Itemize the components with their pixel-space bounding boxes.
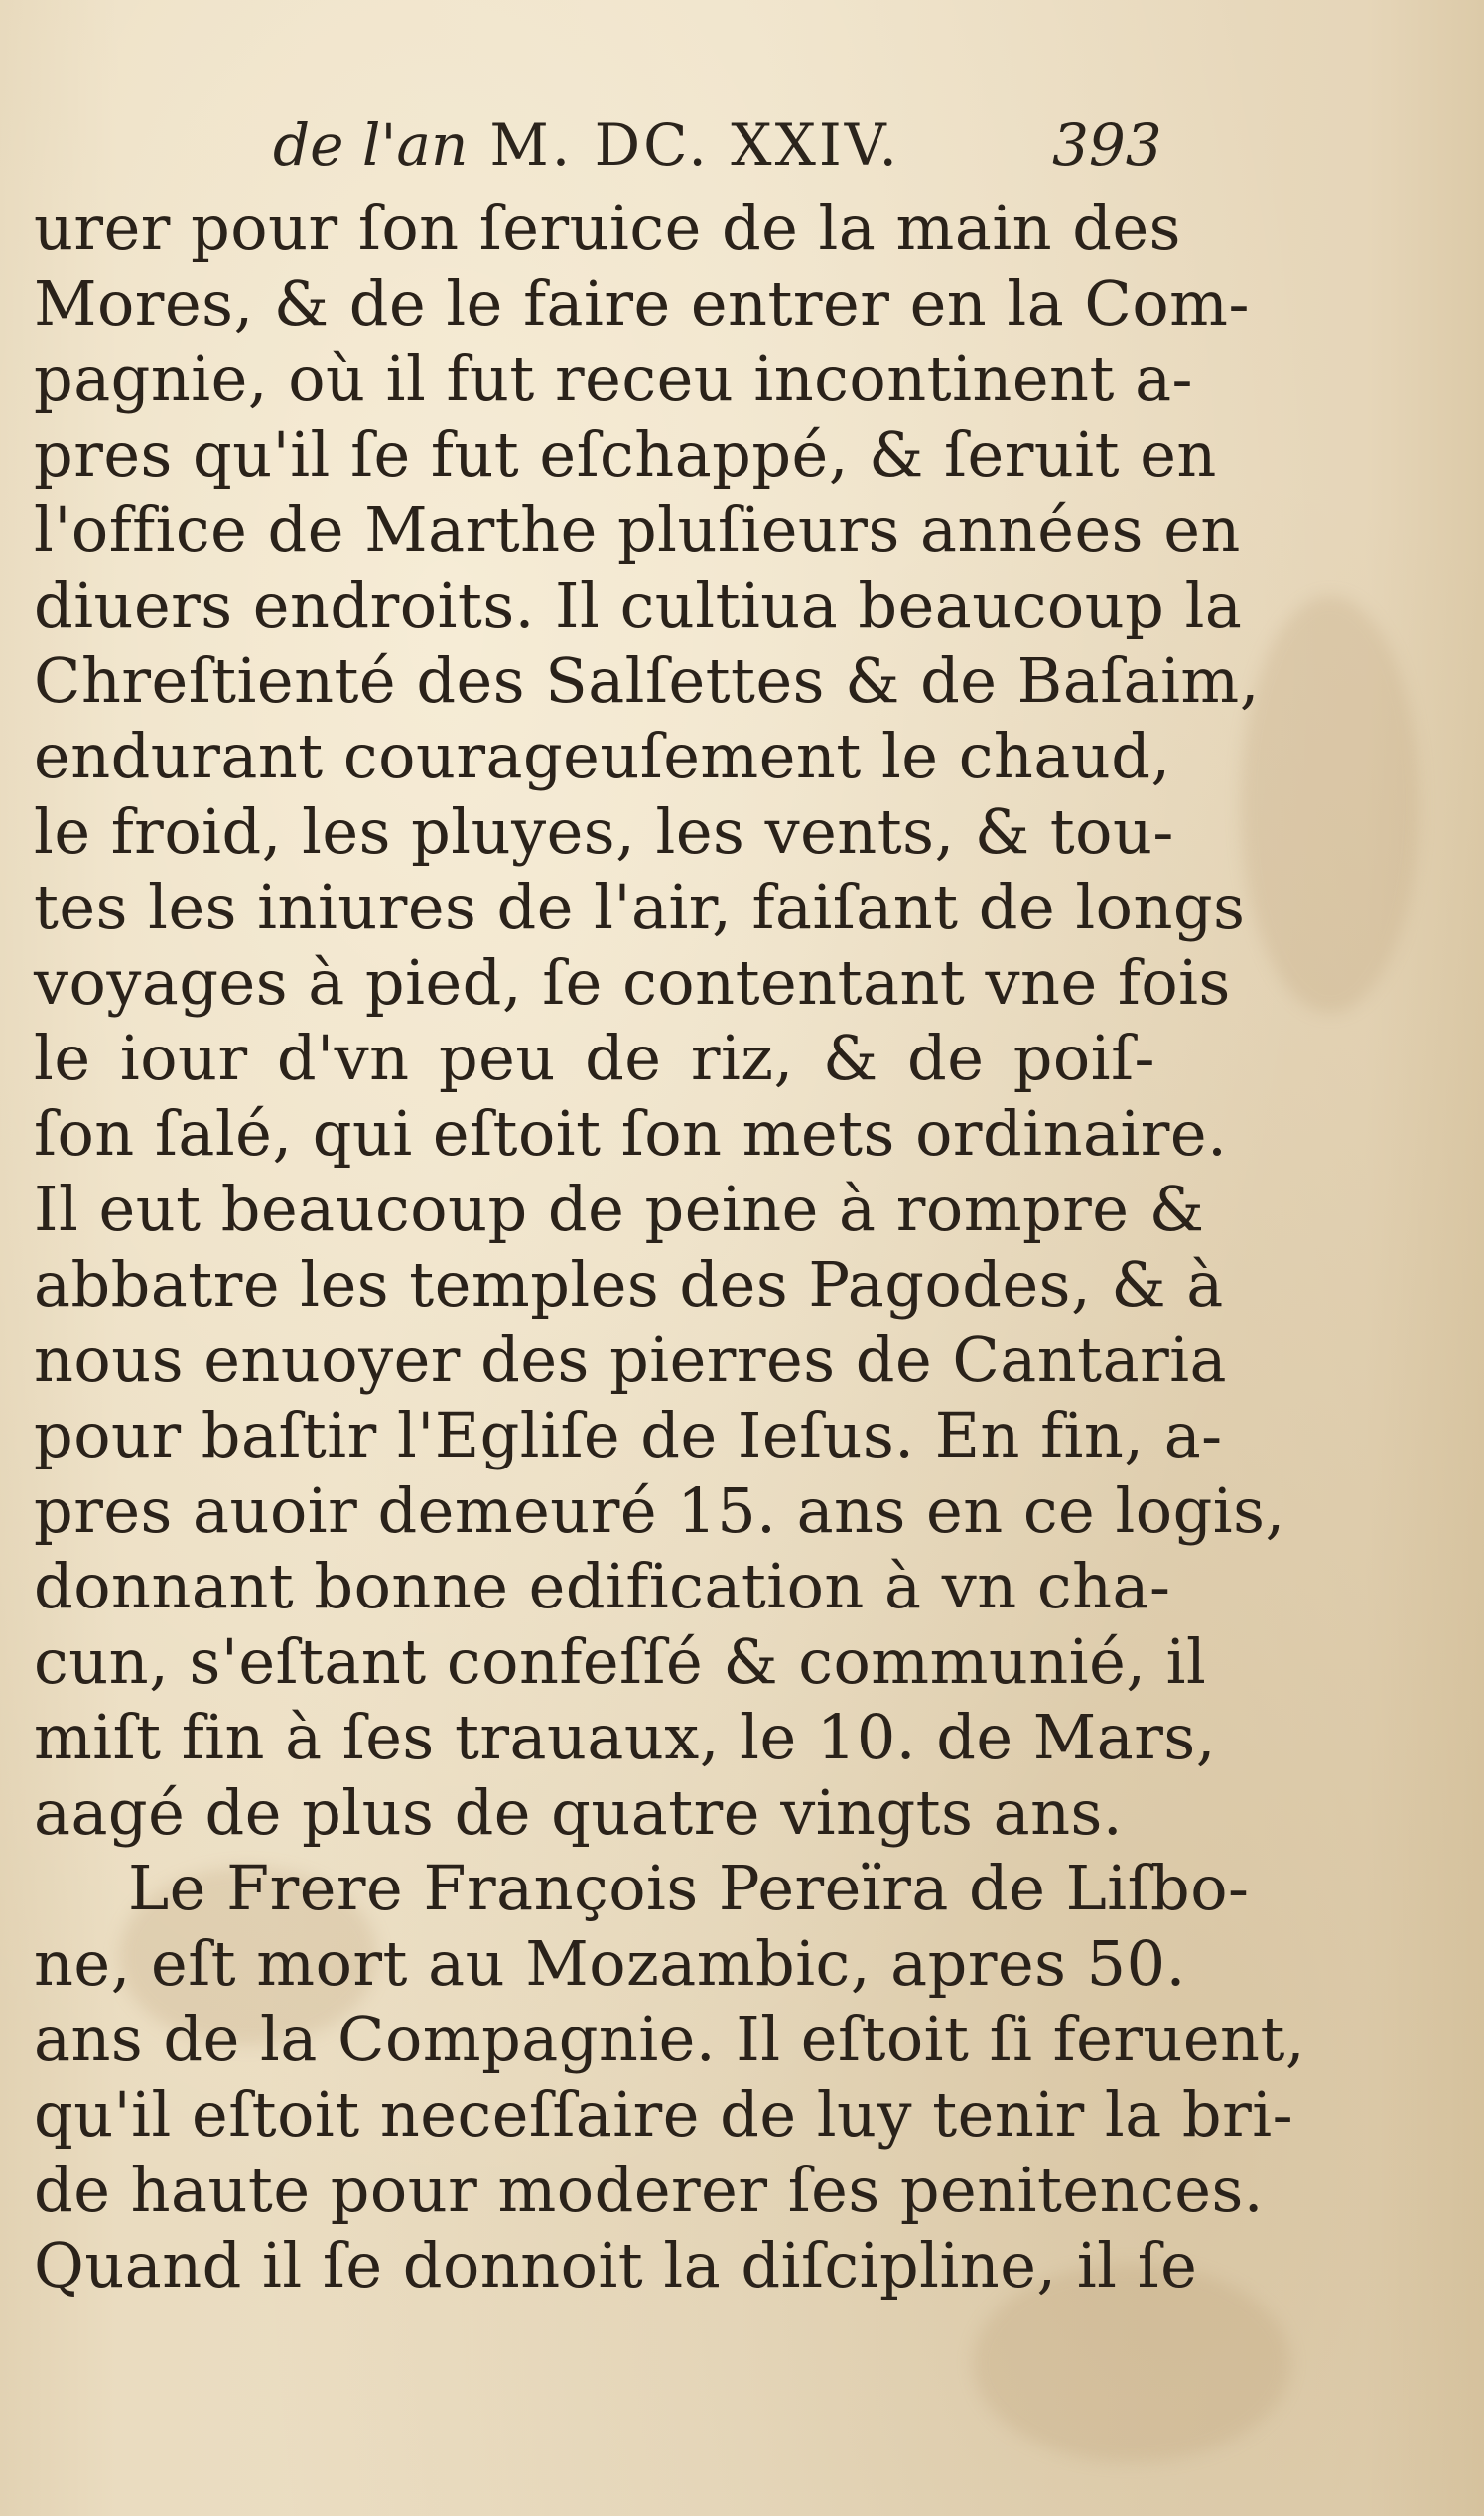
page-number: 393 xyxy=(1052,111,1162,179)
running-title xyxy=(273,111,900,179)
text-line: le froid, les pluyes, les vents, & tou- xyxy=(34,795,1174,868)
running-title-year: M. DC. XXIV. xyxy=(489,111,900,179)
text-line: pres qu'il ſe fut eſchappé, & ſeruit en xyxy=(34,418,1217,490)
text-line: de haute pour moderer ſes penitences. xyxy=(34,2154,1264,2226)
text-line: pour baſtir l'Egliſe de Ieſus. En fin, a- xyxy=(34,1399,1223,1471)
text-line: Mores, & de le faire entrer en la Com- xyxy=(34,267,1250,340)
paper-stain xyxy=(1241,596,1419,1013)
text-line: pres auoir demeuré 15. ans en ce logis, xyxy=(34,1474,1285,1547)
running-title-italic: de l'an xyxy=(273,111,469,179)
text-line: endurant courageuſement le chaud, xyxy=(34,720,1171,792)
text-line: miſt fin à ſes trauaux, le 10. de Mars, xyxy=(34,1701,1216,1773)
text-line: abbatre les temples des Pagodes, & à xyxy=(34,1248,1224,1321)
paragraph-start-line: Le Frere François Pereïra de Liſbo- xyxy=(128,1852,1250,1924)
text-line: pagnie, où il fut receu incontinent a- xyxy=(34,343,1193,415)
text-line: ne, eſt mort au Mozambic, apres 50. xyxy=(34,1927,1186,2000)
text-line: Chreſtienté des Salſettes & de Baſaim, xyxy=(34,644,1260,717)
text-line: Quand il ſe donnoit la diſcipline, il ſe xyxy=(34,2229,1198,2302)
text-line: l'office de Marthe pluſieurs années en xyxy=(34,493,1241,566)
body-text xyxy=(34,191,1306,2304)
text-line: ſon ſalé, qui eſtoit ſon mets ordinaire. xyxy=(34,1097,1228,1170)
text-line: ans de la Compagnie. Il eſtoit ſi feruent, xyxy=(34,2003,1306,2075)
text-line: qu'il eſtoit neceſſaire de luy tenir la bri- xyxy=(34,2078,1294,2151)
text-line: Il eut beaucoup de peine à rompre & xyxy=(34,1173,1205,1245)
text-line: tes les iniures de l'air, faiſant de longs xyxy=(34,871,1246,943)
text-line: voyages à pied, ſe contentant vne fois xyxy=(34,946,1231,1019)
text-line: nous enuoyer des pierres de Cantaria xyxy=(34,1324,1227,1396)
text-line: cun, s'eſtant confeſſé & communié, il xyxy=(34,1625,1207,1698)
text-line: diuers endroits. Il cultiua beaucoup la xyxy=(34,569,1243,641)
text-line: donnant bonne edification à vn cha- xyxy=(34,1550,1171,1622)
text-line: urer pour ſon ſeruice de la main des xyxy=(34,192,1181,264)
paragraph-end-line: aagé de plus de quatre vingts ans. xyxy=(34,1776,1124,1849)
text-line: le iour d'vn peu de riz, & de poiſ- xyxy=(34,1022,1155,1094)
page-header xyxy=(0,111,1171,201)
